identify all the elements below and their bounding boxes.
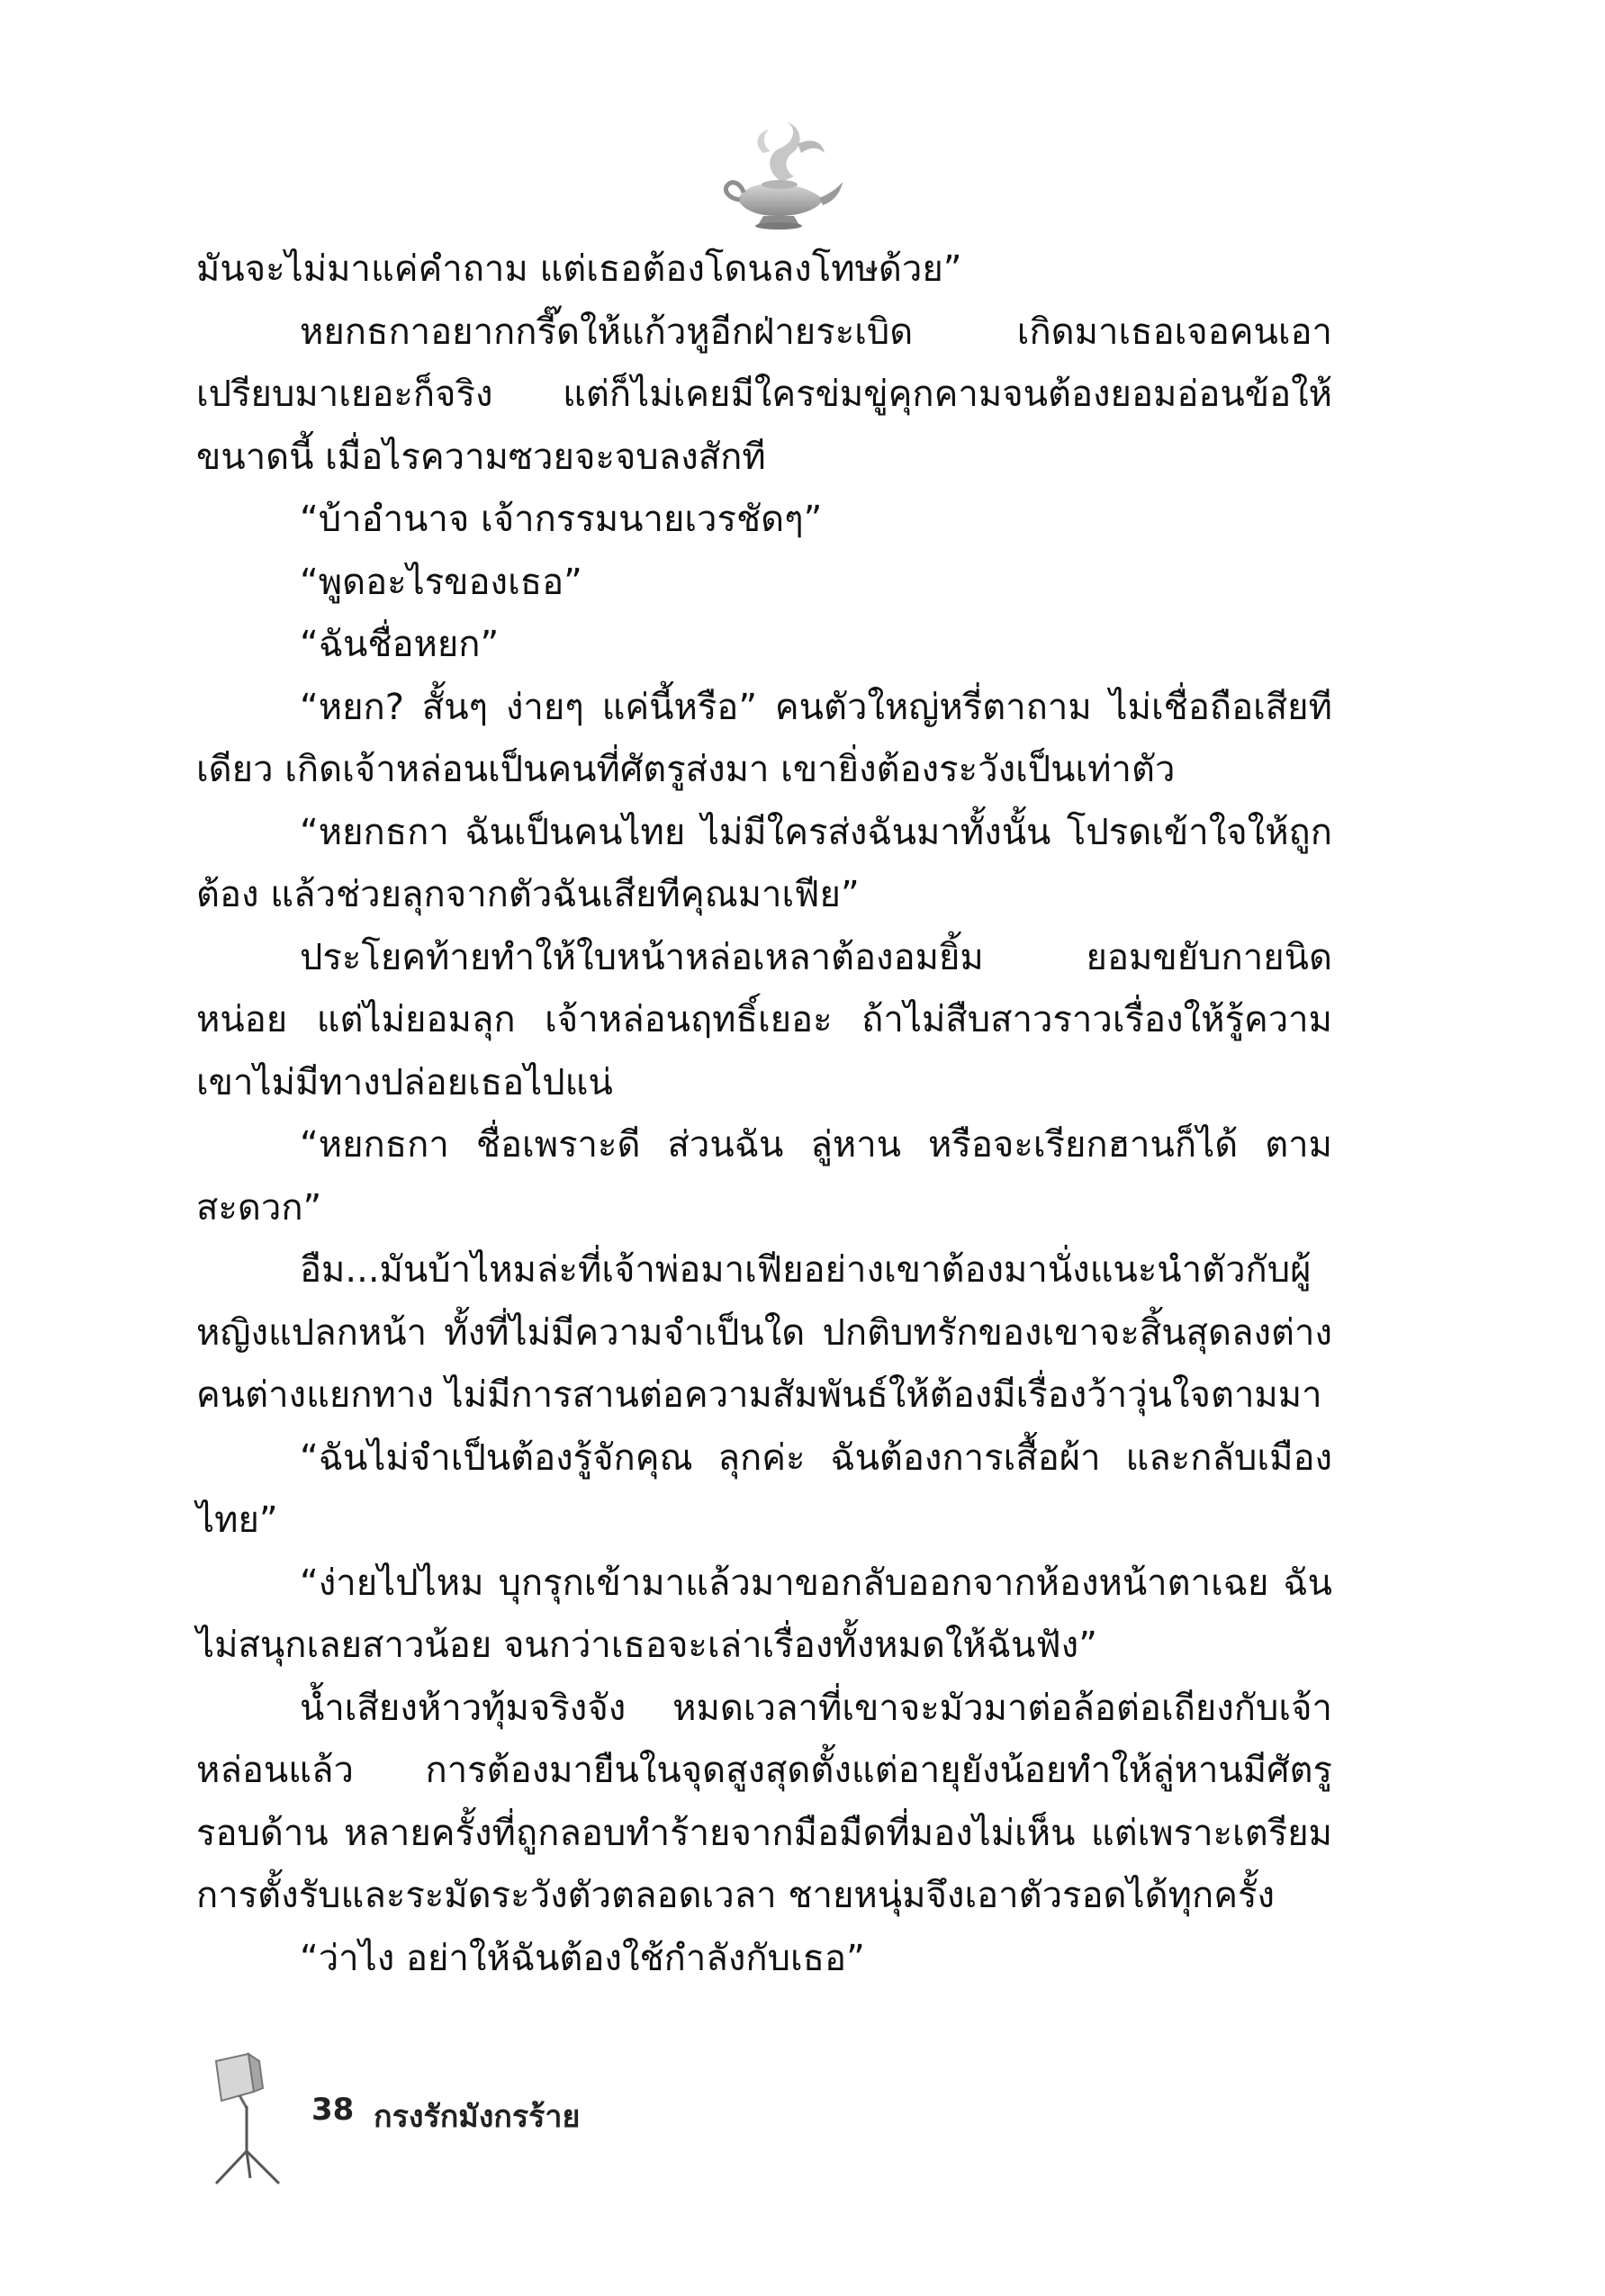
softbox-light-icon [196, 2052, 295, 2187]
paragraph: “พูดอะไรของเธอ” [300, 561, 582, 603]
paragraph: “หยกธกา ชื่อเพราะดี ส่วนฉัน ลู่หาน หรือจะเรียกฮานก็ได้ ตามสะดวก” [196, 1124, 1332, 1229]
paragraph: อืม...มันบ้าไหมล่ะที่เจ้าพ่อมาเฟียอย่างเขาต้องมานั่งแนะนำตัวกับผู้หญิงแปลกหน้า ทั้งที่ไม่มีความจำเป็นใด ปกติบทรักของเขาจะสิ้นสุดลงต่างคนต่างแยกทาง ไม่มีการสานต่อความสัมพันธ์ให้ต้องมีเรื่องว้าวุ่นใจตามมา [196, 1249, 1332, 1416]
paragraph: มันจะไม่มาแค่คำถาม แต่เธอต้องโดนลงโทษด้วย” [196, 248, 962, 290]
paragraph: “ฉันไม่จำเป็นต้องรู้จักคุณ ลุกค่ะ ฉันต้องการเสื้อผ้า และกลับเมืองไทย” [196, 1436, 1332, 1541]
book-title: กรงรักมังกรร้าย [374, 2099, 581, 2135]
paragraph: “ฉันชื่อหยก” [300, 624, 500, 665]
page-number: 38 [311, 2092, 355, 2128]
paragraph: “หยก? สั้นๆ ง่ายๆ แค่นี้หรือ” คนตัวใหญ่หรี่ตาถาม ไม่เชื่อถือเสียทีเดียว เกิดเจ้าหล่อนเป็นคนที่ศัตรูส่งมา เขายิ่งต้องระวังเป็นเท่าตัว [196, 686, 1332, 790]
story-text [196, 239, 1332, 1990]
page-footer [196, 2052, 1006, 2187]
paragraph: หยกธกาอยากกรี๊ดให้แก้วหูอีกฝ่ายระเบิด เกิดมาเธอเจอคนเอาเปรียบมาเยอะก็จริง แต่ก็ไม่เคยมีใครข่มขู่คุกคามจนต้องยอมอ่อนข้อให้ขนาดนี้ เมื่อไรความซวยจะจบลงสักที [196, 311, 1332, 478]
paragraph: ประโยคท้ายทำให้ใบหน้าหล่อเหลาต้องอมยิ้ม ยอมขยับกายนิดหน่อย แต่ไม่ยอมลุก เจ้าหล่อนฤทธิ์เยอะ ถ้าไม่สืบสาวราวเรื่องให้รู้ความ เขาไม่มีทางปล่อยเธอไปแน่ [196, 936, 1332, 1103]
magic-lamp-icon [711, 117, 846, 234]
paragraph: “หยกธกา ฉันเป็นคนไทย ไม่มีใครส่งฉันมาทั้งนั้น โปรดเข้าใจให้ถูกต้อง แล้วช่วยลุกจากตัวฉันเสียทีคุณมาเฟีย” [196, 811, 1332, 915]
paragraph: น้ำเสียงห้าวทุ้มจริงจัง หมดเวลาที่เขาจะมัวมาต่อล้อต่อเถียงกับเจ้าหล่อนแล้ว การต้องมายืนในจุดสูงสุดตั้งแต่อายุยังน้อยทำให้ลู่หานมีศัตรูรอบด้าน หลายครั้งที่ถูกลอบทำร้ายจากมือมืดที่มองไม่เห็น แต่เพราะเตรียมการตั้งรับและระมัดระวังตัวตลอดเวลา ชายหนุ่มจึงเอาตัวรอดได้ทุกครั้ง [196, 1687, 1332, 1916]
paragraph: “บ้าอำนาจ เจ้ากรรมนายเวรชัดๆ” [300, 499, 823, 540]
paragraph: “ว่าไง อย่าให้ฉันต้องใช้กำลังกับเธอ” [300, 1937, 865, 1979]
paragraph: “ง่ายไปไหม บุกรุกเข้ามาแล้วมาขอกลับออกจากห้องหน้าตาเฉย ฉันไม่สนุกเลยสาวน้อย จนกว่าเธอจะเล่าเรื่องทั้งหมดให้ฉันฟัง” [196, 1562, 1332, 1666]
